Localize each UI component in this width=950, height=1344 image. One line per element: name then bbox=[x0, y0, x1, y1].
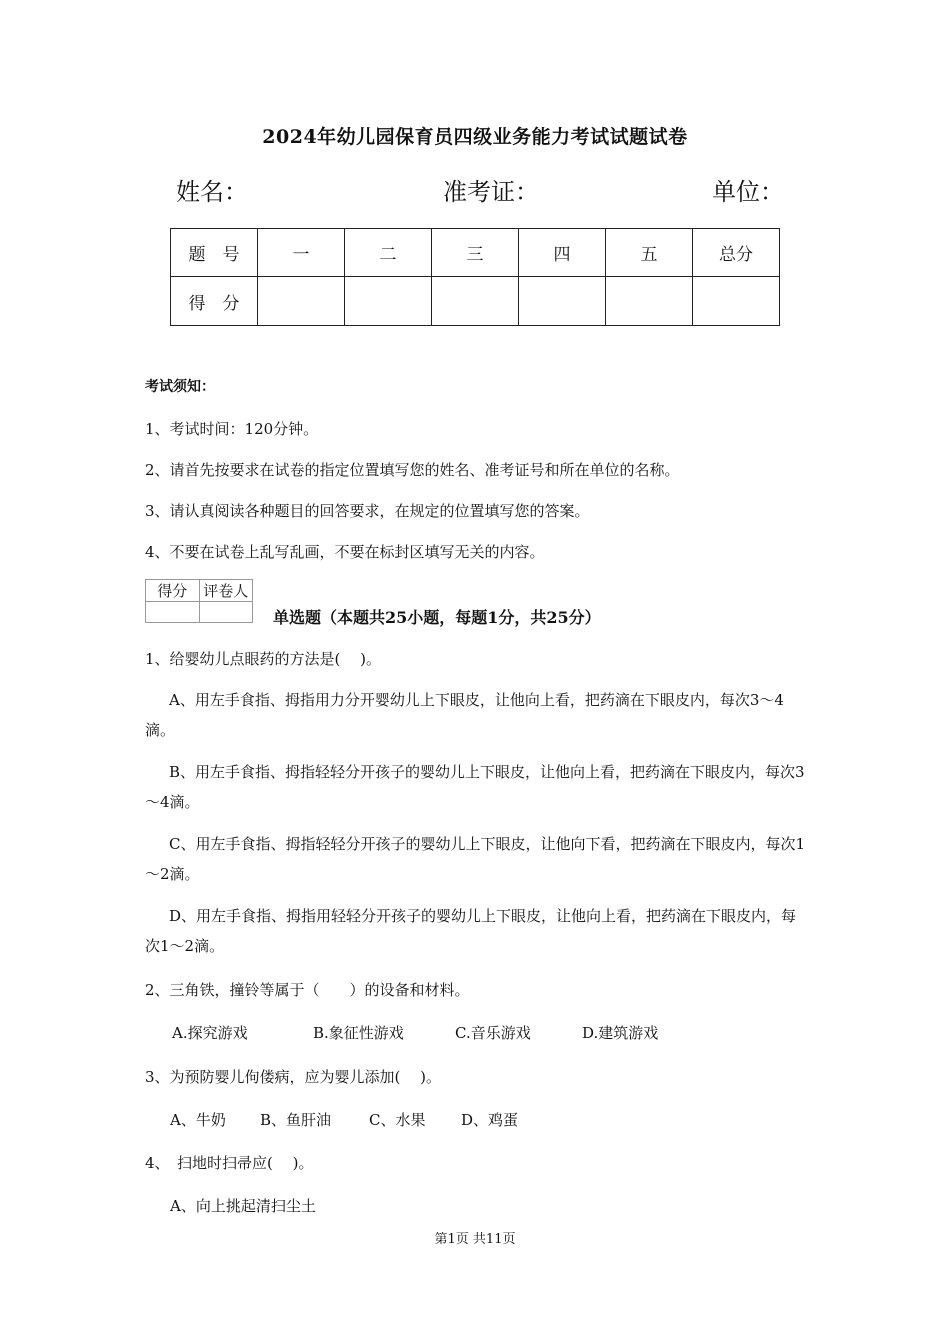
score-header-label: 题 号 bbox=[171, 229, 258, 277]
question-3-option-c: C、水果 bbox=[369, 1111, 426, 1129]
question-4-stem: 4、 扫地时扫帚应( )。 bbox=[145, 1154, 314, 1172]
question-1-option-b: B、用左手食指、拇指轻轻分开孩子的婴幼儿上下眼皮，让他向上看，把药滴在下眼皮内，每次3～4滴。 bbox=[145, 763, 805, 811]
score-header-total: 总分 bbox=[693, 229, 780, 277]
grader-score-label: 得分 bbox=[146, 580, 200, 602]
grader-reviewer-label: 评卷人 bbox=[199, 580, 253, 602]
exam-number-label: 准考证： bbox=[443, 178, 539, 206]
question-4-option-a: A、向上挑起清扫尘土 bbox=[170, 1197, 316, 1215]
question-3-option-a: A、牛奶 bbox=[170, 1111, 226, 1129]
note-item-1: 1、考试时间：120分钟。 bbox=[145, 420, 319, 438]
score-header-2: 二 bbox=[345, 229, 432, 277]
question-3-stem: 3、为预防婴儿佝偻病，应为婴儿添加( )。 bbox=[145, 1068, 442, 1086]
score-cell-total[interactable] bbox=[693, 277, 780, 326]
score-table bbox=[170, 228, 780, 326]
grader-score-cell[interactable] bbox=[146, 602, 200, 623]
score-header-4: 四 bbox=[519, 229, 606, 277]
question-1-option-d: D、用左手食指、拇指用轻轻分开孩子的婴幼儿上下眼皮，让他向上看，把药滴在下眼皮内，每次1～2滴。 bbox=[145, 907, 797, 955]
score-table-header-row bbox=[171, 229, 780, 277]
question-2-stem: 2、三角铁，撞铃等属于（ ）的设备和材料。 bbox=[145, 981, 470, 999]
score-header-3: 三 bbox=[432, 229, 519, 277]
score-header-5: 五 bbox=[606, 229, 693, 277]
score-row-label: 得 分 bbox=[171, 277, 258, 326]
score-cell-1[interactable] bbox=[258, 277, 345, 326]
question-3-option-b: B、鱼肝油 bbox=[260, 1111, 332, 1129]
score-cell-3[interactable] bbox=[432, 277, 519, 326]
note-item-2: 2、请首先按要求在试卷的指定位置填写您的姓名、准考证号和所在单位的名称。 bbox=[145, 461, 680, 479]
question-1-option-a: A、用左手食指、拇指用力分开婴幼儿上下眼皮，让他向上看，把药滴在下眼皮内，每次3～4滴。 bbox=[145, 691, 784, 739]
question-3-option-d: D、鸡蛋 bbox=[461, 1111, 519, 1129]
score-cell-2[interactable] bbox=[345, 277, 432, 326]
score-cell-4[interactable] bbox=[519, 277, 606, 326]
question-2-option-c: C.音乐游戏 bbox=[455, 1024, 531, 1042]
question-2-option-d: D.建筑游戏 bbox=[582, 1024, 659, 1042]
page-footer: 第1页 共11页 bbox=[434, 1232, 516, 1247]
question-2-option-a: A.探究游戏 bbox=[172, 1024, 248, 1042]
page-title: 2024年幼儿园保育员四级业务能力考试试题试卷 bbox=[262, 126, 688, 148]
grader-reviewer-cell[interactable] bbox=[199, 602, 253, 623]
note-item-4: 4、不要在试卷上乱写乱画，不要在标封区填写无关的内容。 bbox=[145, 543, 545, 561]
score-header-1: 一 bbox=[258, 229, 345, 277]
score-cell-5[interactable] bbox=[606, 277, 693, 326]
section-title: 单选题（本题共25小题，每题1分，共25分） bbox=[273, 608, 601, 627]
grader-box bbox=[145, 579, 253, 623]
score-table-score-row bbox=[171, 277, 780, 326]
question-2-option-b: B.象征性游戏 bbox=[313, 1024, 404, 1042]
note-item-3: 3、请认真阅读各种题目的回答要求，在规定的位置填写您的答案。 bbox=[145, 502, 590, 520]
question-1-option-c: C、用左手食指、拇指轻轻分开孩子的婴幼儿上下眼皮，让他向下看，把药滴在下眼皮内，每次1～2滴。 bbox=[145, 835, 806, 883]
unit-label: 单位： bbox=[712, 178, 784, 206]
notes-title: 考试须知： bbox=[145, 379, 215, 395]
question-1-stem: 1、给婴幼儿点眼药的方法是( )。 bbox=[145, 650, 382, 668]
name-label: 姓名： bbox=[176, 178, 248, 206]
